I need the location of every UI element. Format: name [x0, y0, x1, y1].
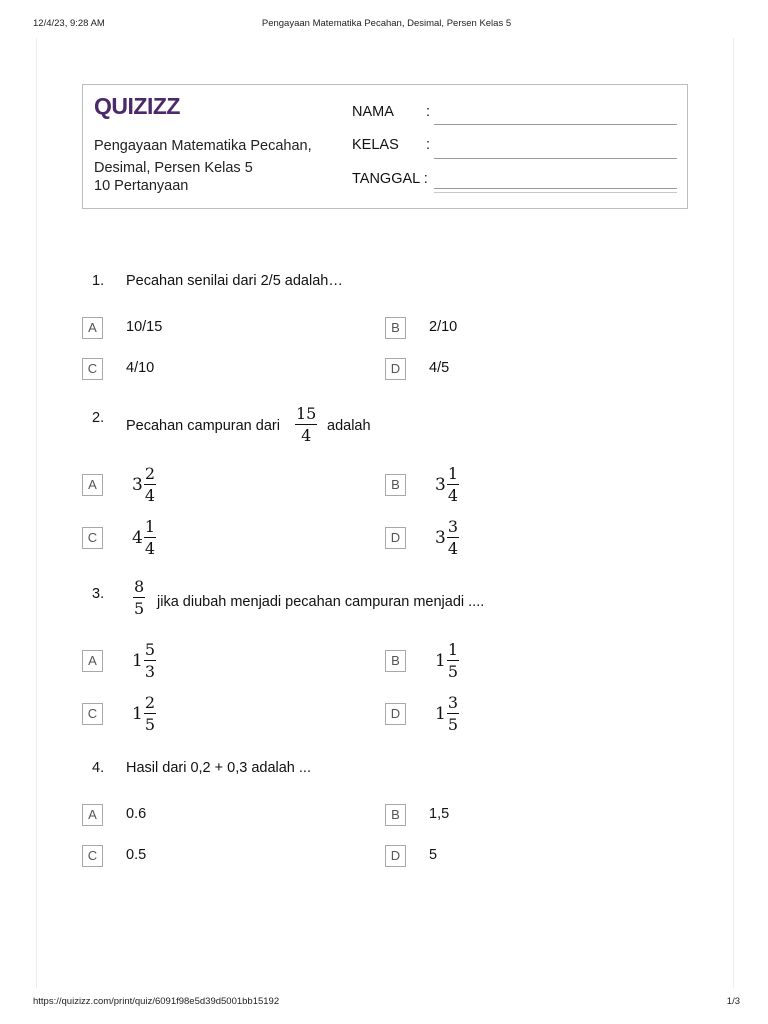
- fraction-bar: [447, 713, 459, 714]
- footer-url[interactable]: https://quizizz.com/print/quiz/6091f98e5d39d5001bb15192: [33, 996, 280, 1007]
- fraction: [144, 517, 156, 558]
- option-letter: B: [385, 317, 406, 339]
- mixed-whole: 1: [132, 703, 143, 724]
- fraction-bar: [447, 484, 459, 485]
- fraction-numerator: 5: [144, 640, 156, 659]
- option-letter: A: [82, 804, 103, 826]
- page-number: 1/3: [726, 996, 740, 1007]
- question-number: 1.: [92, 273, 105, 289]
- print-datetime: 12/4/23, 9:28 AM: [33, 18, 105, 29]
- option-text: 0.5: [126, 847, 147, 863]
- fraction-bar: [144, 537, 156, 538]
- option-text: 2/10: [429, 319, 458, 335]
- fraction-denominator: 4: [144, 539, 156, 558]
- fraction-bar: [447, 660, 459, 661]
- field-kelas-label: KELAS: [352, 137, 399, 153]
- fraction-denominator: 4: [447, 539, 459, 558]
- field-nama-label: NAMA: [352, 104, 394, 120]
- fraction: [447, 464, 459, 505]
- option-letter: C: [82, 845, 103, 867]
- question-text-before: Pecahan campuran dari: [126, 418, 280, 434]
- field-tanggal-line-shadow: [434, 192, 677, 193]
- mixed-whole: 1: [435, 703, 446, 724]
- question-fraction: [295, 404, 317, 445]
- question-number: 3.: [92, 586, 105, 602]
- mixed-whole: 3: [435, 527, 446, 548]
- option-letter: A: [82, 317, 103, 339]
- option-a-mixed-number: [132, 640, 156, 681]
- fraction-denominator: 4: [301, 426, 312, 445]
- option-text: 5: [429, 847, 438, 863]
- question-text-after: jika diubah menjadi pecahan campuran menjadi ....: [157, 594, 485, 610]
- fraction-bar: [295, 424, 317, 425]
- field-kelas-line: [434, 158, 677, 159]
- option-a-mixed-number: [132, 464, 156, 505]
- option-text: 0.6: [126, 806, 147, 822]
- fraction-denominator: 5: [134, 599, 145, 618]
- question-count: 10 Pertanyaan: [94, 178, 189, 194]
- option-letter: B: [385, 474, 406, 496]
- fraction-denominator: 5: [447, 715, 459, 734]
- option-letter: C: [82, 703, 103, 725]
- option-d-mixed-number: [435, 517, 459, 558]
- mixed-whole: 3: [132, 474, 143, 495]
- quiz-title-line1: Pengayaan Matematika Pecahan,: [94, 138, 312, 154]
- fraction: [447, 640, 459, 681]
- field-nama-colon: :: [426, 104, 431, 120]
- option-letter: B: [385, 650, 406, 672]
- fraction: [447, 517, 459, 558]
- option-letter: C: [82, 358, 103, 380]
- question-fraction: [133, 577, 145, 618]
- fraction-denominator: 5: [144, 715, 156, 734]
- field-kelas-colon: :: [426, 137, 431, 153]
- mixed-whole: 1: [132, 650, 143, 671]
- fraction: [295, 404, 317, 445]
- option-text: 4/10: [126, 360, 155, 376]
- option-text: 4/5: [429, 360, 450, 376]
- option-letter: D: [385, 358, 406, 380]
- option-letter: D: [385, 703, 406, 725]
- option-d-mixed-number: [435, 693, 459, 734]
- quiz-header-box: [82, 84, 688, 209]
- fraction: [144, 640, 156, 681]
- option-letter: A: [82, 474, 103, 496]
- question-text-after: adalah: [327, 418, 371, 434]
- fraction-bar: [144, 484, 156, 485]
- fraction-bar: [133, 597, 145, 598]
- fraction: [144, 464, 156, 505]
- option-letter: C: [82, 527, 103, 549]
- question-number: 4.: [92, 760, 105, 776]
- fraction-denominator: 5: [447, 662, 459, 681]
- fraction-numerator: 3: [447, 693, 459, 712]
- fraction-denominator: 4: [447, 486, 459, 505]
- field-tanggal-label: TANGGAL :: [352, 171, 428, 187]
- question-text: Pecahan senilai dari 2/5 adalah…: [126, 273, 343, 289]
- fraction-numerator: 1: [447, 464, 459, 483]
- fraction-bar: [144, 660, 156, 661]
- print-doc-title: Pengayaan Matematika Pecahan, Desimal, Persen Kelas 5: [261, 18, 512, 29]
- option-b-mixed-number: [435, 464, 459, 505]
- question-text: Hasil dari 0,2 + 0,3 adalah ...: [126, 760, 311, 776]
- option-letter: A: [82, 650, 103, 672]
- option-text: 1,5: [429, 806, 450, 822]
- fraction-denominator: 3: [144, 662, 156, 681]
- fraction-bar: [144, 713, 156, 714]
- option-letter: B: [385, 804, 406, 826]
- option-b-mixed-number: [435, 640, 459, 681]
- fraction-numerator: 15: [296, 404, 317, 423]
- option-letter: D: [385, 845, 406, 867]
- fraction-numerator: 1: [144, 517, 156, 536]
- option-text: 10/15: [126, 319, 163, 335]
- field-nama-line: [434, 124, 677, 125]
- field-tanggal-line: [434, 188, 677, 189]
- fraction-numerator: 1: [447, 640, 459, 659]
- mixed-whole: 4: [132, 527, 143, 548]
- fraction: [144, 693, 156, 734]
- fraction-bar: [447, 537, 459, 538]
- fraction: [447, 693, 459, 734]
- quiz-title-line2: Desimal, Persen Kelas 5: [94, 160, 253, 176]
- option-c-mixed-number: [132, 693, 156, 734]
- question-number: 2.: [92, 410, 105, 426]
- option-letter: D: [385, 527, 406, 549]
- mixed-whole: 3: [435, 474, 446, 495]
- fraction: [133, 577, 145, 618]
- fraction-denominator: 4: [144, 486, 156, 505]
- option-c-mixed-number: [132, 517, 156, 558]
- quizizz-logo: QUIZIZZ: [94, 93, 180, 119]
- fraction-numerator: 3: [447, 517, 459, 536]
- mixed-whole: 1: [435, 650, 446, 671]
- fraction-numerator: 2: [144, 464, 156, 483]
- quiz-title: [94, 135, 344, 179]
- fraction-numerator: 8: [134, 577, 145, 596]
- fraction-numerator: 2: [144, 693, 156, 712]
